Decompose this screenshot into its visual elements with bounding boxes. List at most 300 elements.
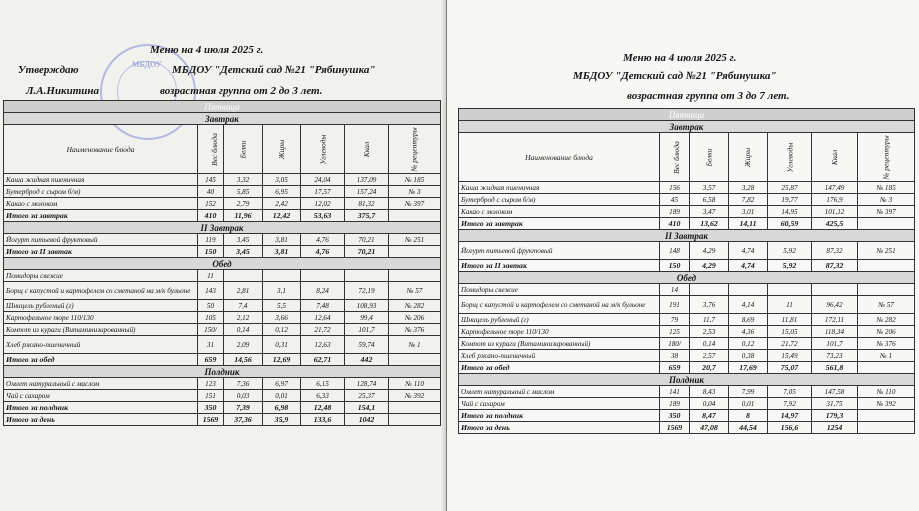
cell-fat: 0,12 [263,324,301,336]
cell-protein: 2,09 [224,336,263,354]
cell-fat: 35,9 [263,414,301,426]
cell-recipe-number: № 206 [858,326,915,338]
cell-carbs: 6,33 [301,390,345,402]
section-snack: Полдник [4,366,441,378]
cell-fat: 0,31 [263,336,301,354]
cell-recipe-number: № 3 [858,194,915,206]
cell-carbs [768,284,812,296]
table-row [4,312,441,324]
cell-dish-name: Чай с сахаром [459,398,660,410]
director-name: Л.А.Никитина [26,85,100,97]
cell-dish-name: Борщ с капустой и картофелем со сметаной на м/к бульоне [459,296,660,314]
section-snack: Полдник [459,374,915,386]
cell-recipe-number: № 206 [389,312,441,324]
cell-weight: 123 [198,378,224,390]
cell-fat: 3,28 [729,182,768,194]
cell-dish-name: Йогурт питьевой фруктовый [4,234,198,246]
table-row [459,338,915,350]
total-row [4,354,441,366]
cell-dish-name: Помидоры свежие [4,270,198,282]
cell-fat: 3,01 [729,206,768,218]
cell-weight: 1569 [198,414,224,426]
cell-recipe-number: № 392 [389,390,441,402]
cell-kcal: 70,21 [345,234,389,246]
cell-fat: 0,12 [729,338,768,350]
cell-weight: 11 [198,270,224,282]
cell-recipe-number: № 392 [858,398,915,410]
cell-protein: 37,36 [224,414,263,426]
col-header-weight: Вес блюда [671,140,681,174]
cell-dish-name: Итого за день [459,422,660,434]
col-header-recipe: № рецептуры [410,126,419,172]
cell-protein: 8,47 [690,410,729,422]
total-row [459,260,915,272]
cell-carbs: 12,48 [301,402,345,414]
cell-recipe-number [858,218,915,230]
table-row [4,390,441,402]
cell-dish-name: Компот из кураги (Витаминизированный) [459,338,660,350]
cell-dish-name: Хлеб ржано-пшеничный [459,350,660,362]
total-row [4,402,441,414]
cell-kcal: 25,37 [345,390,389,402]
table-row [459,398,915,410]
cell-weight: 151 [198,390,224,402]
right-menu-title: Меню на 4 июля 2025 г. [623,52,737,64]
col-header-carbs: Углеводы [785,142,794,172]
cell-dish-name: Чай с сахаром [4,390,198,402]
cell-weight: 659 [660,362,690,374]
cell-weight: 1569 [660,422,690,434]
cell-kcal: 96,42 [812,296,858,314]
cell-fat: 6,95 [263,186,301,198]
weekday-header: Пятница [459,109,915,121]
cell-carbs: 19,77 [768,194,812,206]
col-header-fat: Жиры [276,139,286,159]
cell-fat: 14,11 [729,218,768,230]
cell-dish-name: Каша жидкая пшеничная [4,174,198,186]
cell-kcal: 1042 [345,414,389,426]
cell-kcal: 442 [345,354,389,366]
cell-fat: 4,36 [729,326,768,338]
col-header-protein: Белки [238,139,248,159]
cell-carbs: 25,87 [768,182,812,194]
cell-dish-name: Борщ с капустой и картофелем со сметаной на м/к бульоне [4,282,198,300]
cell-protein: 3,57 [690,182,729,194]
cell-dish-name: Картофельное пюре 110/130 [4,312,198,324]
cell-recipe-number [389,210,441,222]
cell-fat: 7,82 [729,194,768,206]
cell-weight: 180/ [660,338,690,350]
cell-recipe-number: № 3 [389,186,441,198]
col-header-name: Наименование блюда [459,133,660,182]
cell-protein: 11,96 [224,210,263,222]
table-row [459,242,915,260]
table-row [4,300,441,312]
cell-carbs: 15,05 [768,326,812,338]
cell-weight: 145 [198,174,224,186]
table-row [4,234,441,246]
cell-kcal: 137,09 [345,174,389,186]
cell-carbs: 7,05 [768,386,812,398]
cell-carbs: 60,59 [768,218,812,230]
cell-recipe-number [858,422,915,434]
cell-carbs: 11 [768,296,812,314]
cell-carbs: 5,92 [768,260,812,272]
cell-recipe-number: № 376 [858,338,915,350]
cell-fat: 12,69 [263,354,301,366]
cell-fat: 2,42 [263,198,301,210]
cell-recipe-number: № 57 [389,282,441,300]
cell-carbs: 7,92 [768,398,812,410]
cell-dish-name: Хлеб ржано-пшеничный [4,336,198,354]
cell-weight: 143 [198,282,224,300]
table-row [459,182,915,194]
section-breakfast: Завтрак [459,121,915,133]
cell-weight: 148 [660,242,690,260]
cell-weight: 156 [660,182,690,194]
cell-kcal: 128,74 [345,378,389,390]
cell-protein: 7,4 [224,300,263,312]
right-menu-table [458,108,915,434]
cell-dish-name: Компот из кураги (Витаминизированный) [4,324,198,336]
cell-weight: 79 [660,314,690,326]
cell-protein: 2,57 [690,350,729,362]
cell-recipe-number [858,362,915,374]
cell-recipe-number [858,284,915,296]
cell-fat: 0,01 [729,398,768,410]
cell-fat: 4,74 [729,260,768,272]
col-header-recipe: № рецептуры [881,134,891,180]
left-menu-page [0,0,446,511]
cell-fat: 4,74 [729,242,768,260]
cell-carbs [301,270,345,282]
cell-protein: 0,03 [224,390,263,402]
cell-kcal: 375,7 [345,210,389,222]
cell-protein: 3,45 [224,234,263,246]
cell-weight: 119 [198,234,224,246]
cell-kcal: 147,58 [812,386,858,398]
cell-kcal [345,270,389,282]
cell-dish-name: Шницель рубленый (г) [4,300,198,312]
cell-protein: 20,7 [690,362,729,374]
cell-fat: 12,42 [263,210,301,222]
col-header-name: Наименование блюда [4,125,198,174]
cell-weight: 150/ [198,324,224,336]
table-row [4,186,441,198]
table-row [4,198,441,210]
table-row [459,314,915,326]
cell-recipe-number [389,246,441,258]
weekday-header: Пятница [4,101,441,113]
cell-carbs: 75,07 [768,362,812,374]
left-age-group: возрастная группа от 2 до 3 лет. [160,85,323,97]
cell-protein: 0,14 [224,324,263,336]
cell-carbs: 21,72 [301,324,345,336]
cell-weight: 45 [660,194,690,206]
cell-kcal: 118,34 [812,326,858,338]
cell-recipe-number: № 185 [389,174,441,186]
column-header-row [459,133,915,182]
right-institution: МБДОУ "Детский сад №21 "Рябинушка" [573,70,777,82]
cell-recipe-number: № 185 [858,182,915,194]
table-row [459,194,915,206]
cell-weight: 152 [198,198,224,210]
total-row [4,414,441,426]
total-row [459,218,915,230]
cell-recipe-number: № 1 [858,350,915,362]
cell-weight: 150 [660,260,690,272]
table-row [4,336,441,354]
cell-recipe-number [389,402,441,414]
cell-carbs: 5,92 [768,242,812,260]
cell-carbs: 11,81 [768,314,812,326]
cell-carbs: 21,72 [768,338,812,350]
cell-weight: 31 [198,336,224,354]
cell-kcal: 87,32 [812,260,858,272]
cell-weight: 50 [198,300,224,312]
cell-protein: 2,12 [224,312,263,324]
cell-fat: 17,69 [729,362,768,374]
cell-fat: 0,01 [263,390,301,402]
cell-dish-name: Итого за II завтак [4,246,198,258]
cell-protein: 4,29 [690,260,729,272]
cell-carbs: 7,48 [301,300,345,312]
cell-recipe-number: № 110 [389,378,441,390]
table-row [4,324,441,336]
cell-protein: 8,43 [690,386,729,398]
cell-dish-name: Итого за завтрак [459,218,660,230]
cell-fat [729,284,768,296]
col-header-kcal: Ккал [829,149,839,165]
col-header-weight: Вес блюда [209,132,219,166]
cell-fat: 7,99 [729,386,768,398]
cell-carbs: 14,97 [768,410,812,422]
cell-dish-name: Бутерброд с сыром б/м) [459,194,660,206]
cell-kcal: 81,32 [345,198,389,210]
cell-weight: 150 [198,246,224,258]
table-row [459,284,915,296]
col-header-kcal: Ккал [361,141,371,157]
cell-protein: 3,76 [690,296,729,314]
cell-fat: 3,66 [263,312,301,324]
cell-dish-name: Итого за полдник [4,402,198,414]
cell-weight: 125 [660,326,690,338]
cell-weight: 350 [660,410,690,422]
cell-fat: 3,81 [263,234,301,246]
cell-carbs: 17,57 [301,186,345,198]
cell-protein: 6,58 [690,194,729,206]
cell-kcal: 179,3 [812,410,858,422]
section-lunch: Обед [459,272,915,284]
cell-fat: 4,14 [729,296,768,314]
cell-weight: 189 [660,398,690,410]
cell-dish-name: Омлет натуральный с маслом [4,378,198,390]
cell-recipe-number: № 397 [389,198,441,210]
section-second-breakfast: II Завтрак [4,222,441,234]
total-row [459,410,915,422]
table-row [4,378,441,390]
cell-protein [690,284,729,296]
cell-carbs: 53,63 [301,210,345,222]
cell-carbs: 24,04 [301,174,345,186]
left-menu-title: Меню на 4 июля 2025 г. [150,44,264,56]
cell-kcal: 176,9 [812,194,858,206]
cell-weight: 189 [660,206,690,218]
cell-kcal: 101,7 [345,324,389,336]
cell-dish-name: Картофельное пюре 110/130 [459,326,660,338]
right-age-group: возрастная группа от 3 до 7 лет. [627,90,790,102]
cell-carbs: 15,49 [768,350,812,362]
cell-protein: 3,32 [224,174,263,186]
table-row [459,296,915,314]
cell-fat: 3,1 [263,282,301,300]
column-header-row [4,125,441,174]
cell-fat: 8 [729,410,768,422]
cell-kcal: 72,19 [345,282,389,300]
cell-weight: 191 [660,296,690,314]
total-row [4,210,441,222]
left-menu-table [3,100,441,426]
cell-kcal: 108,93 [345,300,389,312]
cell-weight: 659 [198,354,224,366]
cell-weight: 141 [660,386,690,398]
table-row [459,326,915,338]
col-header-carbs: Углеводы [318,134,327,164]
cell-recipe-number: № 1 [389,336,441,354]
cell-fat: 8,69 [729,314,768,326]
cell-fat: 6,97 [263,378,301,390]
cell-protein: 2,81 [224,282,263,300]
total-row [4,246,441,258]
cell-kcal [812,284,858,296]
cell-protein: 2,53 [690,326,729,338]
cell-dish-name: Какао с молоком [459,206,660,218]
cell-recipe-number: № 397 [858,206,915,218]
cell-fat: 6,98 [263,402,301,414]
cell-protein: 11,7 [690,314,729,326]
cell-dish-name: Итого за обед [4,354,198,366]
cell-kcal: 561,8 [812,362,858,374]
cell-dish-name: Йогурт питьевой фруктовый [459,242,660,260]
cell-weight: 40 [198,186,224,198]
approve-label: Утверждаю [18,64,79,76]
cell-kcal: 87,32 [812,242,858,260]
cell-carbs: 14,95 [768,206,812,218]
cell-kcal: 31,75 [812,398,858,410]
cell-carbs: 156,6 [768,422,812,434]
cell-kcal: 157,24 [345,186,389,198]
cell-weight: 38 [660,350,690,362]
cell-protein: 0,14 [690,338,729,350]
table-row [4,174,441,186]
cell-weight: 410 [198,210,224,222]
cell-dish-name: Помидоры свежие [459,284,660,296]
cell-protein: 2,79 [224,198,263,210]
table-row [459,206,915,218]
cell-carbs: 4,76 [301,234,345,246]
cell-protein: 5,85 [224,186,263,198]
total-row [459,422,915,434]
cell-fat [263,270,301,282]
cell-recipe-number [389,354,441,366]
cell-kcal: 425,5 [812,218,858,230]
cell-fat: 0,38 [729,350,768,362]
cell-protein: 4,29 [690,242,729,260]
section-lunch: Обед [4,258,441,270]
cell-fat: 5,5 [263,300,301,312]
cell-dish-name: Итого за II завтак [459,260,660,272]
table-row [459,350,915,362]
cell-dish-name: Омлет натуральный с маслом [459,386,660,398]
cell-dish-name: Бутерброд с сыром б/м) [4,186,198,198]
cell-weight: 105 [198,312,224,324]
cell-recipe-number [389,270,441,282]
table-row [459,386,915,398]
cell-kcal: 154,1 [345,402,389,414]
cell-fat: 3,81 [263,246,301,258]
cell-weight: 14 [660,284,690,296]
cell-recipe-number: № 251 [858,242,915,260]
col-header-fat: Жиры [743,147,753,167]
cell-weight: 350 [198,402,224,414]
cell-recipe-number [858,260,915,272]
cell-fat: 44,54 [729,422,768,434]
cell-kcal: 147,49 [812,182,858,194]
cell-carbs: 62,71 [301,354,345,366]
cell-recipe-number: № 251 [389,234,441,246]
cell-kcal: 101,12 [812,206,858,218]
cell-dish-name: Каша жидкая пшеничная [459,182,660,194]
section-second-breakfast: II Завтрак [459,230,915,242]
cell-protein: 7,39 [224,402,263,414]
total-row [459,362,915,374]
cell-protein: 3,47 [690,206,729,218]
cell-dish-name: Итого за обед [459,362,660,374]
cell-dish-name: Итого за завтрак [4,210,198,222]
cell-carbs: 12,64 [301,312,345,324]
cell-recipe-number: № 282 [389,300,441,312]
cell-protein: 7,36 [224,378,263,390]
cell-carbs: 133,6 [301,414,345,426]
cell-carbs: 12,02 [301,198,345,210]
cell-carbs: 12,63 [301,336,345,354]
cell-weight: 410 [660,218,690,230]
cell-recipe-number: № 282 [858,314,915,326]
cell-protein: 0,04 [690,398,729,410]
cell-kcal: 101,7 [812,338,858,350]
cell-recipe-number: № 110 [858,386,915,398]
cell-dish-name: Шницель рубленый (г) [459,314,660,326]
cell-recipe-number: № 376 [389,324,441,336]
table-row [4,270,441,282]
cell-recipe-number: № 57 [858,296,915,314]
cell-carbs: 4,76 [301,246,345,258]
cell-dish-name: Итого за полдник [459,410,660,422]
col-header-protein: Белки [704,147,714,167]
cell-dish-name: Итого за день [4,414,198,426]
cell-protein: 47,08 [690,422,729,434]
cell-kcal: 99,4 [345,312,389,324]
cell-dish-name: Какао с молоком [4,198,198,210]
left-institution: МБДОУ "Детский сад №21 "Рябинушка" [172,64,376,76]
cell-recipe-number [389,414,441,426]
cell-carbs: 6,15 [301,378,345,390]
table-row [4,282,441,300]
cell-recipe-number [858,410,915,422]
cell-kcal: 1254 [812,422,858,434]
cell-protein [224,270,263,282]
stamp-text: МБДОУ [132,60,162,69]
